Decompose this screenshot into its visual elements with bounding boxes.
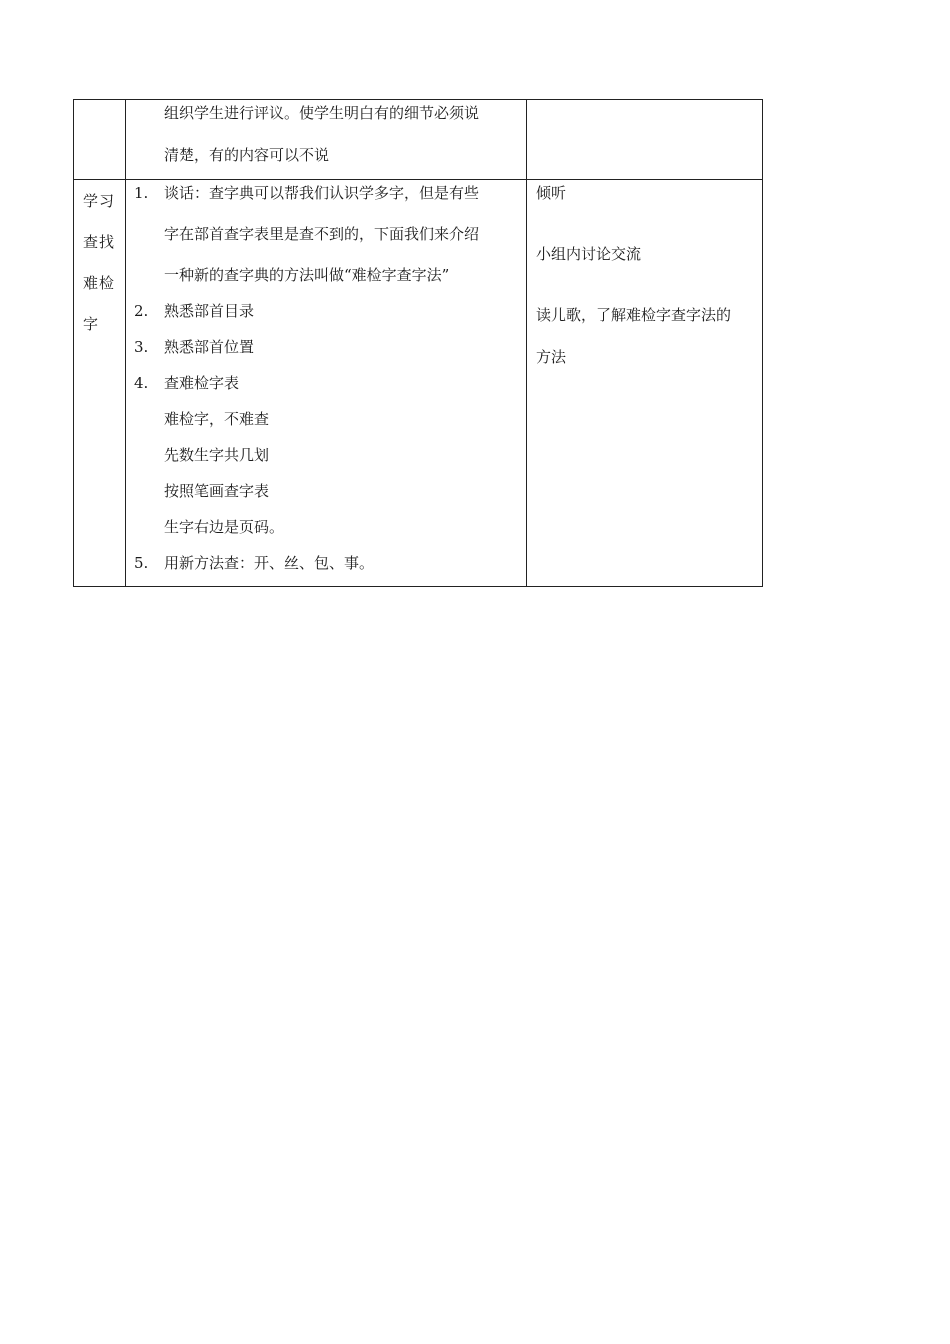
item-continuation: 一种新的查字典的方法叫做“难检字查字法” [164,266,450,284]
stage-label-line: 查找 [83,233,116,251]
activity-line: 清楚，有的内容可以不说 [164,146,330,164]
student-activity-line: 方法 [536,348,567,366]
student-activity-cell [527,180,763,587]
student-activity-line: 倾听 [536,184,567,202]
student-activity-line: 小组内讨论交流 [536,245,642,263]
student-activity-cell [527,100,763,180]
rhyme-line: 难检字，不难查 [164,410,270,428]
item-number: 3. [134,338,149,356]
table-row [74,180,763,587]
rhyme-line: 生字右边是页码。 [164,518,285,536]
item-number: 1. [134,184,149,202]
stage-label-line: 难检 [83,274,116,292]
item-continuation: 字在部首查字表里是查不到的，下面我们来介绍 [164,225,480,243]
list-item [126,370,526,406]
item-text: 用新方法查：开、丝、包、事。 [164,554,375,572]
list-item [126,298,526,334]
teacher-activity-cell [126,100,527,180]
list-item [126,180,526,221]
list-item [126,550,526,586]
item-text: 谈话：查字典可以帮我们认识学多字，但是有些 [164,184,480,202]
item-number: 4. [134,374,149,392]
item-number: 2. [134,302,149,320]
item-text: 查难检字表 [164,374,240,392]
student-activity-line: 读儿歌，了解难检字查字法的 [536,306,732,324]
table-row [74,100,763,180]
lesson-plan-table [73,99,763,587]
teacher-activity-cell [126,180,527,587]
activity-line: 组织学生进行评议。使学生明白有的细节必须说 [164,104,480,122]
item-text: 熟悉部首位置 [164,338,255,356]
stage-label-line: 字 [83,315,100,333]
list-item [126,334,526,370]
rhyme-line: 按照笔画查字表 [164,482,270,500]
stage-cell [74,180,126,587]
item-number: 5. [134,554,149,572]
stage-label-line: 学习 [83,192,116,210]
rhyme-line: 先数生字共几划 [164,446,270,464]
stage-cell [74,100,126,180]
item-text: 熟悉部首目录 [164,302,255,320]
